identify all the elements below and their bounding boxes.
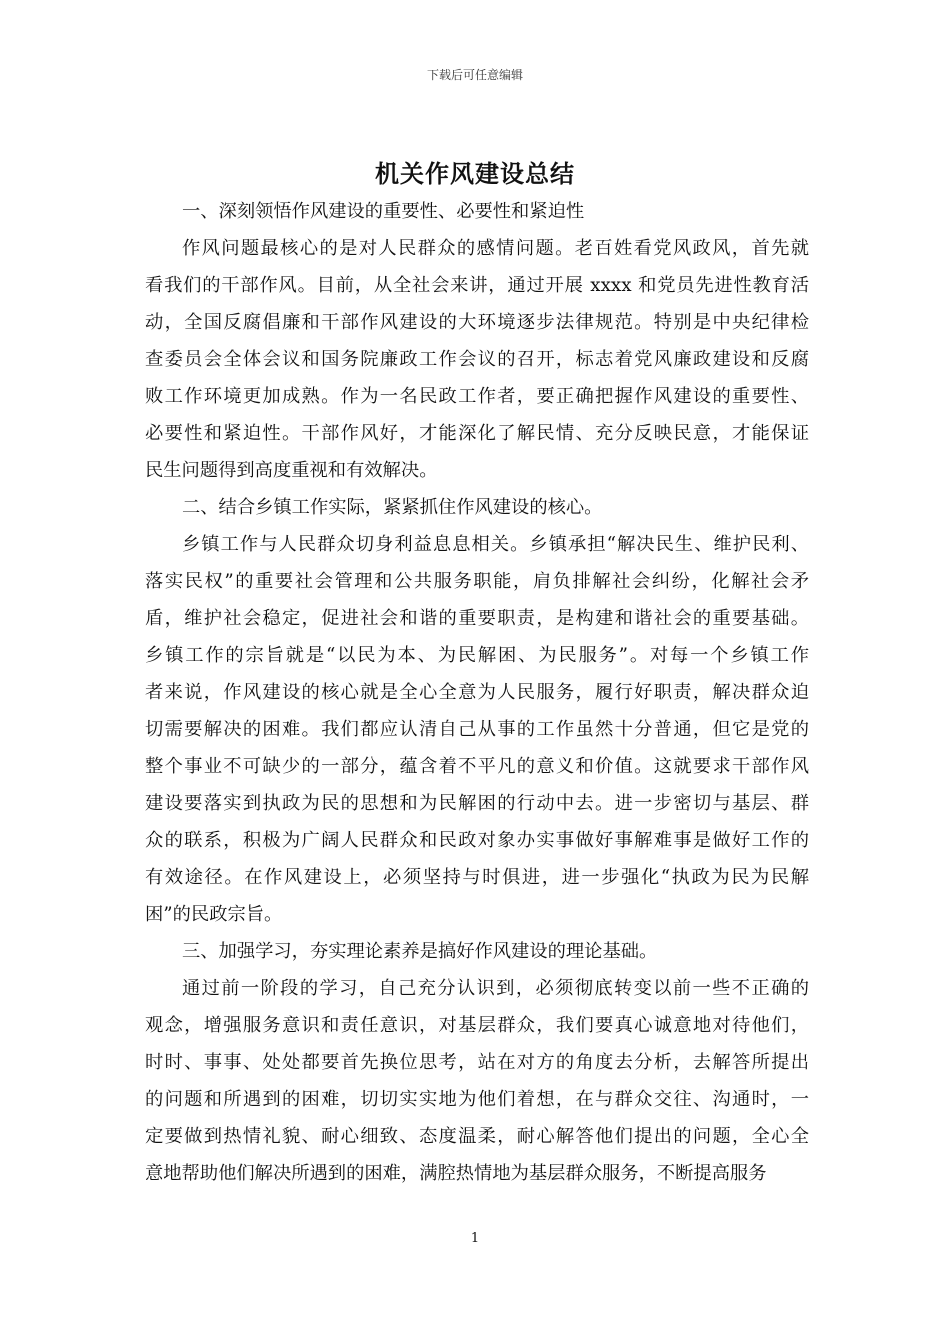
text-line: 切需要解决的困难。我们都应认清自己从事的工作虽然十分普通，但它是党的 [145,719,809,740]
text-line: 建设要落实到执政为民的思想和为民解困的行动中去。进一步密切与基层、群 [145,793,809,814]
section-heading [145,933,809,970]
text-line: 三、加强学习，夯实理论素养是搞好作风建设的理论基础。 [182,941,658,962]
text-line: 必要性和紧迫性。干部作风好，才能深化了解民情、充分反映民意，才能保证 [145,423,809,444]
text-line: 的问题和所遇到的困难，切切实实地为他们着想，在与群众交往、沟通时，一 [145,1089,809,1110]
page-header: 下载后可任意编辑 [426,68,523,82]
text-line: 一、深刻领悟作风建设的重要性、必要性和紧迫性 [182,201,585,222]
document-title: 机关作风建设总结 [375,160,575,188]
document-body [145,193,809,1192]
text-line: 盾，维护社会稳定，促进社会和谐的重要职责，是构建和谐社会的重要基础。 [145,608,809,629]
text-line: 意地帮助他们解决所遇到的困难，满腔热情地为基层群众服务，不断提高服务 [145,1163,767,1184]
text-line: 乡镇工作的宗旨就是“以民为本、为民解困、为民服务”。对每一个乡镇工作 [145,645,809,666]
text-line: 二、结合乡镇工作实际，紧紧抓住作风建设的核心。 [182,497,603,518]
text-line: 众的联系，积极为广阔人民群众和民政对象办实事做好事解难事是做好工作的 [145,830,809,851]
text-line: 整个事业不可缺少的一部分，蕴含着不平凡的意义和价值。这就要求干部作风 [145,756,809,777]
text-line: 查委员会全体会议和国务院廉政工作会议的召开，标志着党风廉政建设和反腐 [145,349,809,370]
text-line: 乡镇工作与人民群众切身利益息息相关。乡镇承担“解决民生、维护民利、 [182,534,809,555]
text-line: 观念，增强服务意识和责任意识，对基层群众，我们要真心诚意地对待他们， [145,1015,809,1036]
section-heading [145,193,809,230]
section-heading [145,489,809,526]
text-line: 定要做到热情礼貌、耐心细致、态度温柔，耐心解答他们提出的问题，全心全 [145,1126,809,1147]
paragraph [145,230,809,489]
text-line: 时时、事事、处处都要首先换位思考，站在对方的角度去分析，去解答所提出 [145,1052,809,1073]
text-line: 者来说，作风建设的核心就是全心全意为人民服务，履行好职责，解决群众迫 [145,682,809,703]
paragraph [145,970,809,1192]
text-line: 看我们的干部作风。目前，从全社会来讲，通过开展 xxxx 和党员先进性教育活 [145,275,809,296]
text-line: 败工作环境更加成熟。作为一名民政工作者，要正确把握作风建设的重要性、 [145,386,809,407]
paragraph [145,526,809,933]
text-line: 动，全国反腐倡廉和干部作风建设的大环境逐步法律规范。特别是中央纪律检 [145,312,809,333]
text-line: 有效途径。在作风建设上，必须坚持与时俱进，进一步强化“执政为民为民解 [145,867,809,888]
text-line: 困”的民政宗旨。 [145,904,283,925]
text-line: 通过前一阶段的学习，自己充分认识到，必须彻底转变以前一些不正确的 [182,978,809,999]
text-line: 作风问题最核心的是对人民群众的感情问题。老百姓看党风政风，首先就 [182,238,809,259]
text-line: 民生问题得到高度重视和有效解决。 [145,460,438,481]
text-line: 落实民权”的重要社会管理和公共服务职能，肩负排解社会纠纷，化解社会矛 [145,571,809,592]
page-number: 1 [470,1231,480,1246]
